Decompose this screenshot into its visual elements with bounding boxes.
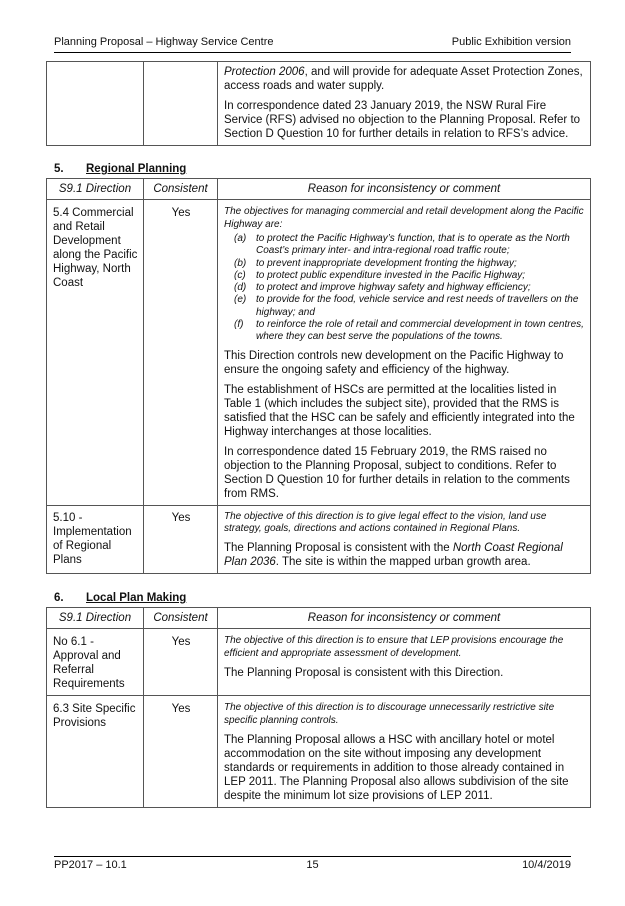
list-item: (b) to prevent inappropriate development fronting the highway; xyxy=(234,257,517,269)
direction-cell: 5.4 Commercial and Retail Development along the Pacific Highway, North Coast xyxy=(47,200,144,506)
column-header: Consistent xyxy=(144,179,218,200)
legislation-name: Protection 2006 xyxy=(224,66,305,78)
section-title: Local Plan Making xyxy=(86,592,187,604)
consistent-cell: Yes xyxy=(144,629,218,696)
section-heading xyxy=(54,592,186,604)
paragraph-text: In correspondence dated 23 January 2019, the NSW Rural Fire Service (RFS) advised no objection to the Planning Proposal. Refer to Section D Question 10 for further details in relation to RFS’s advice. xyxy=(224,100,581,140)
table-row xyxy=(47,62,591,146)
section-title: Regional Planning xyxy=(86,163,187,175)
section-heading xyxy=(54,163,186,175)
consistent-cell: Yes xyxy=(144,696,218,808)
comment-cell xyxy=(218,200,591,506)
regional-planning-table xyxy=(46,178,591,574)
column-header: Reason for inconsistency or comment xyxy=(218,608,591,629)
local-plan-making-table xyxy=(46,607,591,808)
header-version: Public Exhibition version xyxy=(451,36,571,48)
table-header-row xyxy=(47,179,591,200)
comment-cell xyxy=(218,505,591,573)
direction-cell: No 6.1 - Approval and Referral Requirements xyxy=(47,629,144,696)
plan-name: North Coast Regional Plan 2036 xyxy=(224,541,563,568)
consistent-cell xyxy=(144,62,218,146)
paragraph-text: This Direction controls new development on the Pacific Highway to ensure the ongoing safety and efficiency of the highway. xyxy=(224,349,564,376)
objective-text: The objective of this direction is to discourage unnecessarily restrictive site specific planning controls. xyxy=(224,702,555,726)
section-number: 5. xyxy=(54,163,64,175)
page-footer xyxy=(54,856,571,877)
consistent-cell: Yes xyxy=(144,505,218,573)
list-item: (a) to protect the Pacific Highway’s function, that is to operate as the North Coast’s primary inter- and intra-regional road traffic route; xyxy=(234,233,570,257)
paragraph-text: In correspondence dated 15 February 2019, the RMS raised no objection to the Planning Proposal, subject to conditions. Refer to Section D Question 10 for further details in relation to the comments from RMS. xyxy=(224,445,570,500)
direction-cell xyxy=(47,62,144,146)
paragraph-text: . The site is within the mapped urban growth area. xyxy=(275,555,531,568)
objectives-list xyxy=(224,233,585,344)
paragraph-text: The Planning Proposal allows a HSC with ancillary hotel or motel accommodation on the site without imposing any development standards or requirements in addition to those already contained in LEP 2011. The Planning Proposal also allows subdivision of the site despite the minimum lot size provisions of LEP 2011. xyxy=(224,734,569,802)
paragraph-text: The Planning Proposal is consistent with this Direction. xyxy=(224,667,504,679)
comment-cell xyxy=(218,62,591,146)
consistent-cell: Yes xyxy=(144,200,218,506)
paragraph-text: , and will provide for adequate Asset Protection Zones, access roads and water supply. xyxy=(224,66,583,92)
page-number: 15 xyxy=(306,859,319,871)
objective-text: The objective of this direction is to give legal effect to the vision, land use strategy, goals, directions and actions contained in Regional Plans. xyxy=(224,510,547,535)
comment-cell xyxy=(218,696,591,808)
page-header xyxy=(54,36,571,53)
objective-text: The objective of this direction is to ensure that LEP provisions encourage the efficient and appropriate assessment of development. xyxy=(224,635,564,659)
table-row xyxy=(47,629,591,696)
section-number: 6. xyxy=(54,592,64,604)
paragraph-text: The Planning Proposal is consistent with the xyxy=(224,541,453,554)
table-row xyxy=(47,200,591,506)
table-row xyxy=(47,505,591,573)
continuation-table xyxy=(46,61,591,146)
comment-cell xyxy=(218,629,591,696)
column-header: Reason for inconsistency or comment xyxy=(218,179,591,200)
column-header: S9.1 Direction xyxy=(47,179,144,200)
table-header-row xyxy=(47,608,591,629)
list-item: (f) to reinforce the role of retail and commercial development in town centres, where they can best serve the populations of the towns. xyxy=(234,319,584,343)
document-reference: PP2017 – 10.1 xyxy=(54,859,127,871)
direction-cell: 5.10 - Implementation of Regional Plans xyxy=(47,505,144,573)
document-date: 10/4/2019 xyxy=(522,859,571,871)
list-item: (d) to protect and improve highway safety and highway efficiency; xyxy=(234,282,531,294)
paragraph-text: The establishment of HSCs are permitted at the localities listed in Table 1 (which includes the subject site), provided that the RMS is satisfied that the HSC can be safely and efficiently integrated into the Highway interchanges at those localities. xyxy=(224,383,575,438)
list-item: (e) to provide for the food, vehicle service and rest needs of travellers on the highway; and xyxy=(234,294,579,318)
column-header: Consistent xyxy=(144,608,218,629)
table-row xyxy=(47,696,591,808)
column-header: S9.1 Direction xyxy=(47,608,144,629)
list-item: (c) to protect public expenditure invested in the Pacific Highway; xyxy=(234,269,526,281)
direction-cell: 6.3 Site Specific Provisions xyxy=(47,696,144,808)
header-title: Planning Proposal – Highway Service Centre xyxy=(54,36,274,48)
objectives-intro: The objectives for managing commercial and retail development along the Pacific Highway are: xyxy=(224,206,584,230)
